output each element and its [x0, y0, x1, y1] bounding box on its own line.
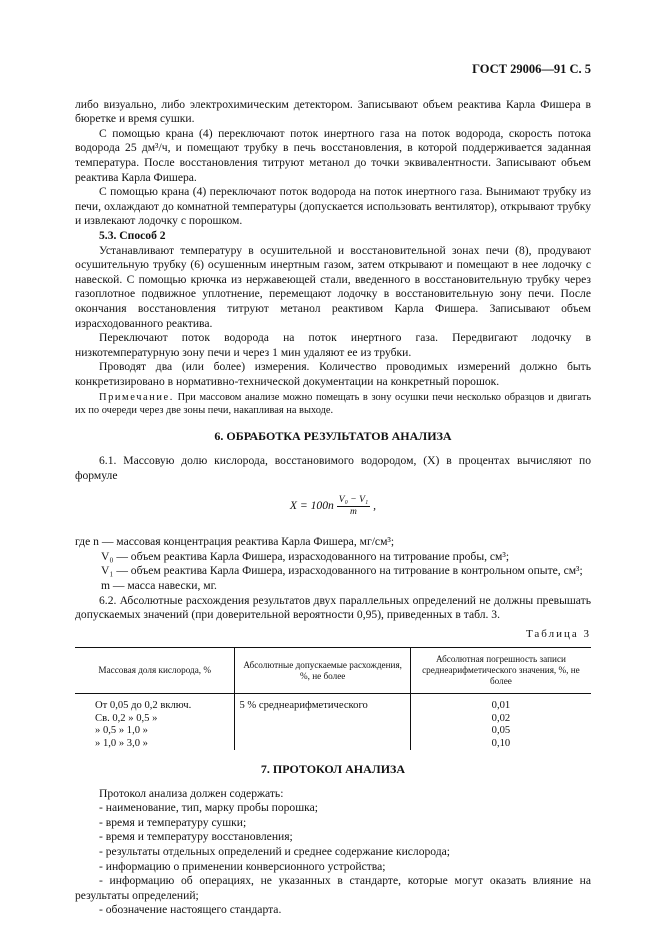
- table-cell: » 1,0 » 3,0 »: [95, 737, 148, 749]
- table-header-row: [75, 648, 591, 694]
- formula-fraction: [337, 495, 370, 518]
- note-text: При массовом анализе можно помещать в зону осушки печи несколько образцов и двигать их по очереди через две зоны печи, накапливая на выходе.: [75, 392, 591, 417]
- paragraph-6-1: 6.1. Массовую долю кислорода, восстановимого водородом, (X) в процентах вычисляют по формуле: [75, 454, 591, 482]
- table-cell: 5 % среднеарифметического: [235, 694, 410, 713]
- paragraph-method2-repeat: Проводят два (или более) измерения. Количество проводимых измерений должно быть конкретизировано в нормативно-технической документации на конкретный порошок.: [75, 360, 591, 388]
- protocol-list: [75, 787, 591, 918]
- document-page: [75, 62, 591, 918]
- tolerance-table: [75, 647, 591, 750]
- column-header: Массовая доля кислорода, %: [75, 648, 235, 694]
- definition-item: V₀ — объем реактива Карла Фишера, израсходованного на титрование пробы, см³;: [101, 549, 510, 563]
- column-header: Абсолютная погрешность записи среднеарифметического значения, %, не более: [410, 648, 591, 694]
- table-row: [75, 725, 591, 737]
- protocol-intro: Протокол анализа должен содержать:: [99, 786, 284, 800]
- table-cell: 0,10: [410, 738, 591, 750]
- formula-lhs: X = 100n: [289, 499, 334, 513]
- table-cell: 0,01: [410, 694, 591, 713]
- definition-item: V₁ — объем реактива Карла Фишера, израсходованного на титрование в контрольном опыте, см³;: [101, 564, 583, 578]
- subsection-heading-5-3: 5.3. Способ 2: [99, 228, 166, 242]
- formula-denominator: m: [350, 507, 357, 518]
- section-title-6: 6. ОБРАБОТКА РЕЗУЛЬТАТОВ АНАЛИЗА: [214, 429, 452, 444]
- variable-definitions: [75, 535, 591, 593]
- paragraph-valve-hydrogen: С помощью крана (4) переключают поток инертного газа на поток водорода, скорость потока водорода 25 дм³/ч, и помещают трубку в печь восстановления, в которой поддерживается заданная температура. После восстановления титруют метанол до точки эквивалентности. Записывают объем реактива Карла Фишера.: [75, 126, 591, 184]
- formula-tail: ,: [373, 499, 377, 513]
- note-label: Примечание.: [99, 392, 174, 404]
- paragraph-continuation: либо визуально, либо электрохимическим детектором. Записывают объем реактива Карла Фишера в бюретке и время сушки.: [75, 97, 591, 126]
- table-cell: [235, 738, 410, 750]
- table-cell: 0,05: [410, 725, 591, 737]
- paragraph-method2-procedure: Устанавливают температуру в осушительной и восстановительной зонах печи (8), продувают осушительную трубку (6) осушенным инертным газом, затем открывают и помещают в нее лодочку с навеской. С помощью крючка из нержавеющей стали, введенного в восстановительную трубку через газоплотное подвижное уплотнение, перемещают лодочку в восстановительную зону печи. После окончания восстановления титруют метанол реактивом Карла Фишера. Записывают объем израсходованного реактива.: [75, 243, 591, 330]
- table-cell: » 0,5 » 1,0 »: [95, 725, 148, 737]
- definition-item: где n — массовая концентрация реактива Карла Фишера, мг/см³;: [75, 535, 395, 549]
- table-cell: [235, 713, 410, 725]
- section-title-7: 7. ПРОТОКОЛ АНАЛИЗА: [260, 762, 406, 777]
- table-cell: От 0,05 до 0,2 включ.: [95, 700, 192, 712]
- table-cell: Св. 0,2 » 0,5 »: [95, 712, 158, 724]
- definition-item: m — масса навески, мг.: [101, 579, 217, 593]
- formula-numerator: V₀ − V₁: [338, 495, 369, 506]
- table-row: [75, 694, 591, 713]
- table-row: [75, 738, 591, 750]
- protocol-item: - информацию об операциях, не указанных в стандарте, которые могут оказать влияние на результаты определений;: [75, 874, 591, 902]
- protocol-item: - наименование, тип, марку пробы порошка;: [99, 801, 318, 815]
- paragraph-6-2: 6.2. Абсолютные расхождения результатов двух параллельных определений не должны превышать допускаемых значений (при доверительной вероятности 0,95), приведенных в табл. 3.: [75, 593, 591, 622]
- table-cell: [235, 725, 410, 737]
- protocol-item: - результаты отдельных определений и среднее содержание кислорода;: [99, 845, 451, 858]
- note: [75, 391, 591, 417]
- protocol-item: - время и температуру восстановления;: [99, 830, 293, 844]
- formula: [75, 495, 591, 525]
- table-caption: Таблица 3: [525, 627, 591, 640]
- table-cell: 0,02: [410, 713, 591, 725]
- page-header: ГОСТ 29006—91 С. 5: [472, 62, 591, 76]
- protocol-item: - обозначение настоящего стандарта.: [99, 903, 282, 917]
- paragraph-valve-inert: С помощью крана (4) переключают поток водорода на поток инертного газа. Вынимают трубку из печи, охлаждают до комнатной температуры (допускается использовать вентилятор), открывают трубку и извлекают лодочку с порошком.: [75, 185, 591, 228]
- paragraph-method2-switch: Переключают поток водорода на поток инертного газа. Передвигают лодочку в низкотемпературную зону печи и через 1 мин удаляют ее из трубки.: [75, 331, 591, 359]
- protocol-item: - время и температуру сушки;: [99, 815, 247, 829]
- column-header: Абсолютные допускаемые расхождения, %, не более: [235, 648, 410, 694]
- table-row: [75, 713, 591, 725]
- protocol-item: - информацию о применении конверсионного устройства;: [99, 859, 386, 873]
